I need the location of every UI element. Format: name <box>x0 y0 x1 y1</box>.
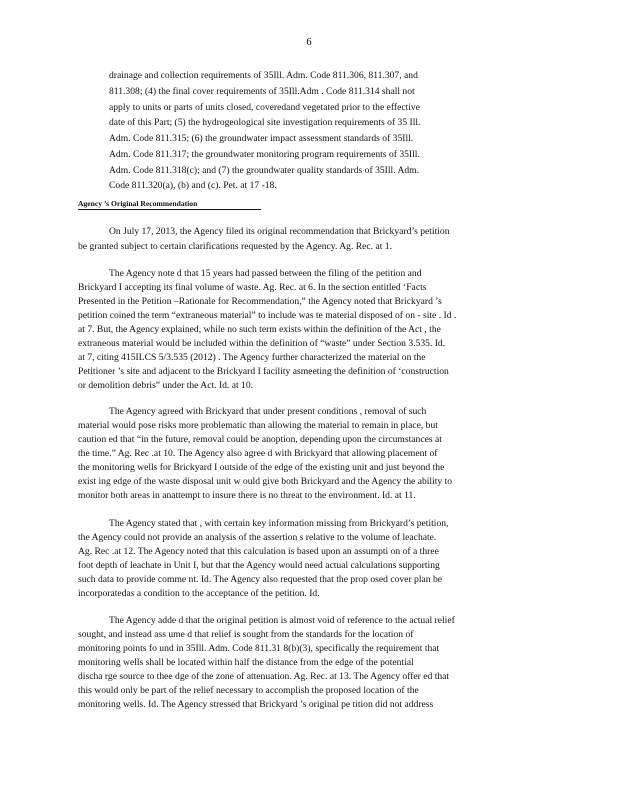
paragraph-line: be granted subject to certain clarifications requested by the Agency. Ag. Rec. at 1. <box>78 241 392 252</box>
paragraph-line: petition coined the term “extraneous material” to include was te material disposed of on - site . Id . <box>78 310 457 321</box>
page-number: 6 <box>306 37 312 48</box>
paragraph-line: The Agency agreed with Brickyard that under present conditions , removal of such <box>109 406 427 417</box>
section-heading: Agency ’s Original Recommendation <box>78 199 198 208</box>
paragraph-line: monitoring wells. Id. The Agency stressed that Brickyard ’s original pe tition did not address <box>78 699 434 710</box>
paragraph-line: this would only be part of the relief necessary to accomplish the proposed location of the <box>78 685 419 696</box>
paragraph-line: The Agency note d that 15 years had passed between the filing of the petition and <box>109 268 422 279</box>
paragraph-line: the time.” Ag. Rec .at 10. The Agency also agree d with Brickyard that allowing placement of <box>78 448 438 459</box>
paragraph-line: sought, and instead ass ume d that relief is sought from the standards for the location of <box>78 629 414 640</box>
paragraph-line: drainage and collection requirements of 35Ill. Adm. Code 811.306, 811.307, and <box>109 70 418 81</box>
paragraph-line: The Agency stated that , with certain key information missing from Brickyard’s petition, <box>109 518 449 529</box>
paragraph-line: caution ed that “in the future, removal could be anoption, depending upon the circumstances at <box>78 434 442 445</box>
paragraph-line: apply to units or parts of units closed, coveredand vegetated prior to the effective <box>109 102 420 113</box>
paragraph-line: Adm. Code 811.317; the groundwater monitoring program requirements of 35Ill. <box>109 149 420 160</box>
paragraph-line: the monitoring wells for Brickyard I outside of the edge of the existing unit and just beyond the <box>78 462 445 473</box>
paragraph-line: Adm. Code 811.318(c); and (7) the groundwater quality standards of 35Ill. Adm. <box>109 165 420 176</box>
paragraph-line: Petitioner ’s site and adjacent to the Brickyard I facility asmeeting the definition of ‘construction <box>78 366 449 377</box>
paragraph-line: monitoring wells shall be located within half the distance from the edge of the potential <box>78 657 414 668</box>
paragraph-line: or demolition debris” under the Act. Id. at 10. <box>78 380 254 391</box>
paragraph-line: The Agency adde d that the original petition is almost void of reference to the actual relief <box>109 615 455 626</box>
paragraph-line: Brickyard I accepting its final volume of waste. Ag. Rec. at 6. In the section entitled ‘Facts <box>78 282 427 293</box>
paragraph-line: extraneous material would be included within the definition of “waste” under Section 3.535. Id. <box>78 338 446 349</box>
paragraph-line: monitor both areas in anattempt to insure there is no threat to the environment. Id. at 11. <box>78 490 416 501</box>
paragraph-line: Code 811.320(a), (b) and (c). Pet. at 17 -18. <box>109 180 277 191</box>
paragraph-line: at 7. But, the Agency explained, while no such term exists within the definition of the Act , the <box>78 324 441 335</box>
paragraph-line: monitoring points fo und in 35Ill. Adm. Code 811.31 8(b)(3), specifically the requirement that <box>78 643 440 654</box>
paragraph-line: On July 17, 2013, the Agency filed its original recommendation that Brickyard’s petition <box>109 226 450 237</box>
paragraph-line: discha rge source to thee dge of the zone of attenuation. Ag. Rec. at 13. The Agency offer ed that <box>78 671 450 682</box>
paragraph-line: the Agency could not provide an analysis of the assertion s relative to the volume of leachate. <box>78 532 437 543</box>
paragraph-line: material would pose risks more problematic than allowing the material to remain in place, but <box>78 420 438 431</box>
paragraph-line: Presented in the Petition –Rationale for Recommendation,” the Agency noted that Brickyard ’s <box>78 296 442 307</box>
paragraph-line: foot depth of leachate in Unit I, but that the Agency would need actual calculations supporting <box>78 560 440 571</box>
paragraph-line: incorporatedas a condition to the acceptance of the petition. Id. <box>78 588 320 599</box>
paragraph-line: Ag. Rec .at 12. The Agency noted that this calculation is based upon an assumpti on of a three <box>78 546 439 557</box>
paragraph-line: date of this Part; (5) the hydrogeological site investigation requirements of 35 Ill. <box>109 117 421 128</box>
paragraph-line: such data to provide comme nt. Id. The Agency also requested that the prop osed cover plan be <box>78 574 443 585</box>
paragraph-line: at 7, citing 415ILCS 5/3.535 (2012) . The Agency further characterized the material on the <box>78 352 426 363</box>
paragraph-line: exist ing edge of the waste disposal unit w ould give both Brickyard and the Agency the ability to <box>78 476 453 487</box>
heading-underline <box>78 209 261 210</box>
paragraph-line: Adm. Code 811.315; (6) the groundwater impact assessment standards of 35Ill. <box>109 133 414 144</box>
paragraph-line: 811.308; (4) the final cover requirements of 35Ill.Adm . Code 811.314 shall not <box>109 86 415 97</box>
